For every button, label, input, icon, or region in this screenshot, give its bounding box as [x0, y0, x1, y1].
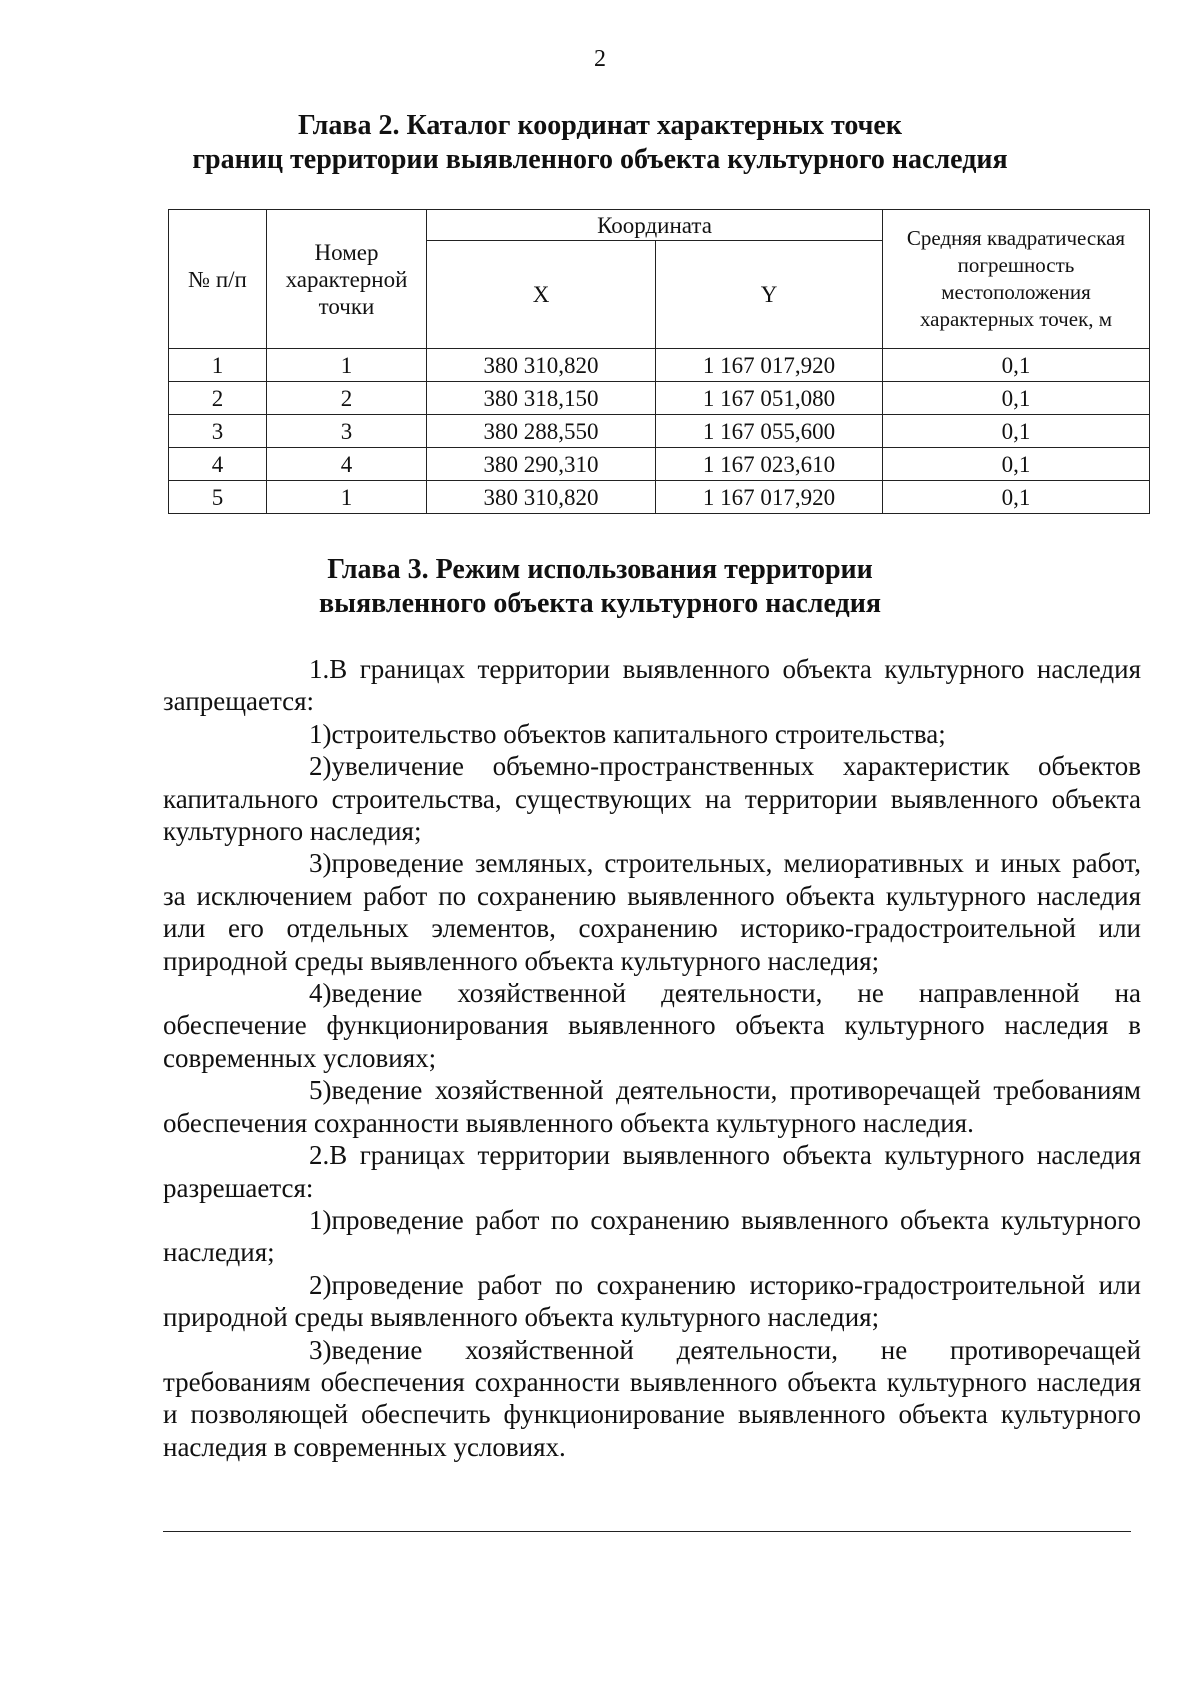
- cell-y: 1 167 017,920: [656, 349, 883, 382]
- table-row: [169, 448, 1150, 481]
- list-item: [163, 750, 1141, 847]
- chapter-2-title: [0, 109, 1200, 177]
- page-number: 2: [594, 46, 606, 72]
- chapter-2-title-line-2: границ территории выявленного объекта культурного наследия: [192, 144, 1008, 175]
- cell-point: 1: [267, 481, 427, 514]
- table-row: [169, 415, 1150, 448]
- cell-x: 380 290,310: [427, 448, 656, 481]
- list-item: [163, 1204, 1141, 1269]
- item-number: 2): [309, 751, 332, 782]
- item-text: проведение работ по сохранению историко-градостроительной или природной среды выявленного объекта культурного наследия;: [163, 1269, 1141, 1333]
- bottom-rule: [163, 1531, 1131, 1532]
- item-text: проведение земляных, строительных, мелиоративных и иных работ, за исключением работ по сохранению выявленного объекта культурного наследия или его отдельных элементов, сохранению историко-градостроительной или природной среды выявленного объекта культурного наследия;: [163, 848, 1141, 976]
- paragraph-number: 1.: [309, 654, 330, 684]
- cell-point: 3: [267, 415, 427, 448]
- header-coordinate: Координата: [427, 210, 883, 241]
- cell-x: 380 310,820: [427, 349, 656, 382]
- list-item: [163, 977, 1141, 1074]
- cell-y: 1 167 051,080: [656, 382, 883, 415]
- chapter-3-title-line-1: Глава 3. Режим использования территории: [327, 554, 873, 585]
- item-text: ведение хозяйственной деятельности, противоречащей требованиям обеспечения сохранности выявленного объекта культурного наследия.: [163, 1075, 1141, 1138]
- list-item: [163, 847, 1141, 977]
- header-error: Средняя квадратическая погрешность местоположения характерных точек, м: [883, 210, 1150, 349]
- item-text: увеличение объемно-пространственных характеристик объектов капитального строительства, существующих на территории выявленного объекта культурного наследия;: [163, 751, 1141, 847]
- item-number: 2): [309, 1269, 332, 1300]
- paragraph-text: В границах территории выявленного объекта культурного наследия запрещается:: [163, 654, 1141, 717]
- table-row: [169, 481, 1150, 514]
- header-num: № п/п: [169, 210, 267, 349]
- chapter-3-title: [0, 553, 1200, 621]
- cell-error: 0,1: [883, 481, 1150, 514]
- table-row: [169, 382, 1150, 415]
- paragraph-number: 2.: [309, 1140, 330, 1171]
- list-item: [163, 718, 1141, 750]
- chapter-2-title-line-1: Глава 2. Каталог координат характерных точек: [298, 110, 902, 141]
- cell-y: 1 167 017,920: [656, 481, 883, 514]
- item-number: 5): [309, 1075, 332, 1106]
- item-number: 3): [309, 1334, 332, 1365]
- cell-y: 1 167 023,610: [656, 448, 883, 481]
- item-number: 3): [309, 848, 332, 879]
- item-text: ведение хозяйственной деятельности, не направленной на обеспечение функционирования выявленного объекта культурного наследия в современных условиях;: [163, 978, 1141, 1073]
- paragraph-text: В границах территории выявленного объекта культурного наследия разрешается:: [163, 1140, 1141, 1203]
- list-item: [163, 1334, 1141, 1464]
- cell-num: 3: [169, 415, 267, 448]
- cell-error: 0,1: [883, 415, 1150, 448]
- table-row: [169, 349, 1150, 382]
- cell-num: 1: [169, 349, 267, 382]
- cell-point: 4: [267, 448, 427, 481]
- cell-x: 380 318,150: [427, 382, 656, 415]
- cell-x: 380 288,550: [427, 415, 656, 448]
- item-number: 4): [309, 978, 332, 1009]
- cell-y: 1 167 055,600: [656, 415, 883, 448]
- item-number: 1): [309, 1204, 332, 1235]
- cell-error: 0,1: [883, 448, 1150, 481]
- header-point: Номер характерной точки: [267, 210, 427, 349]
- list-item: [163, 1269, 1141, 1334]
- cell-point: 1: [267, 349, 427, 382]
- list-item: [163, 1074, 1141, 1139]
- chapter-3-title-line-2: выявленного объекта культурного наследия: [319, 588, 881, 619]
- cell-num: 2: [169, 382, 267, 415]
- item-text: проведение работ по сохранению выявленного объекта культурного наследия;: [163, 1204, 1141, 1268]
- header-y: Y: [656, 241, 883, 349]
- cell-num: 4: [169, 448, 267, 481]
- item-number: 1): [309, 718, 332, 749]
- cell-error: 0,1: [883, 349, 1150, 382]
- chapter-3-body: [163, 653, 1141, 1463]
- paragraph-2: [163, 1139, 1141, 1204]
- header-x: X: [427, 241, 656, 349]
- cell-x: 380 310,820: [427, 481, 656, 514]
- cell-error: 0,1: [883, 382, 1150, 415]
- cell-point: 2: [267, 382, 427, 415]
- paragraph-1: [163, 653, 1141, 718]
- coordinates-table: [168, 209, 1150, 514]
- cell-num: 5: [169, 481, 267, 514]
- item-text: ведение хозяйственной деятельности, не противоречащей требованиям обеспечения сохранности выявленного объекта культурного наследия и позволяющей обеспечить функционирование выявленного объекта культурного наследия в современных условиях.: [163, 1334, 1141, 1462]
- item-text: строительство объектов капитального строительства;: [331, 718, 946, 749]
